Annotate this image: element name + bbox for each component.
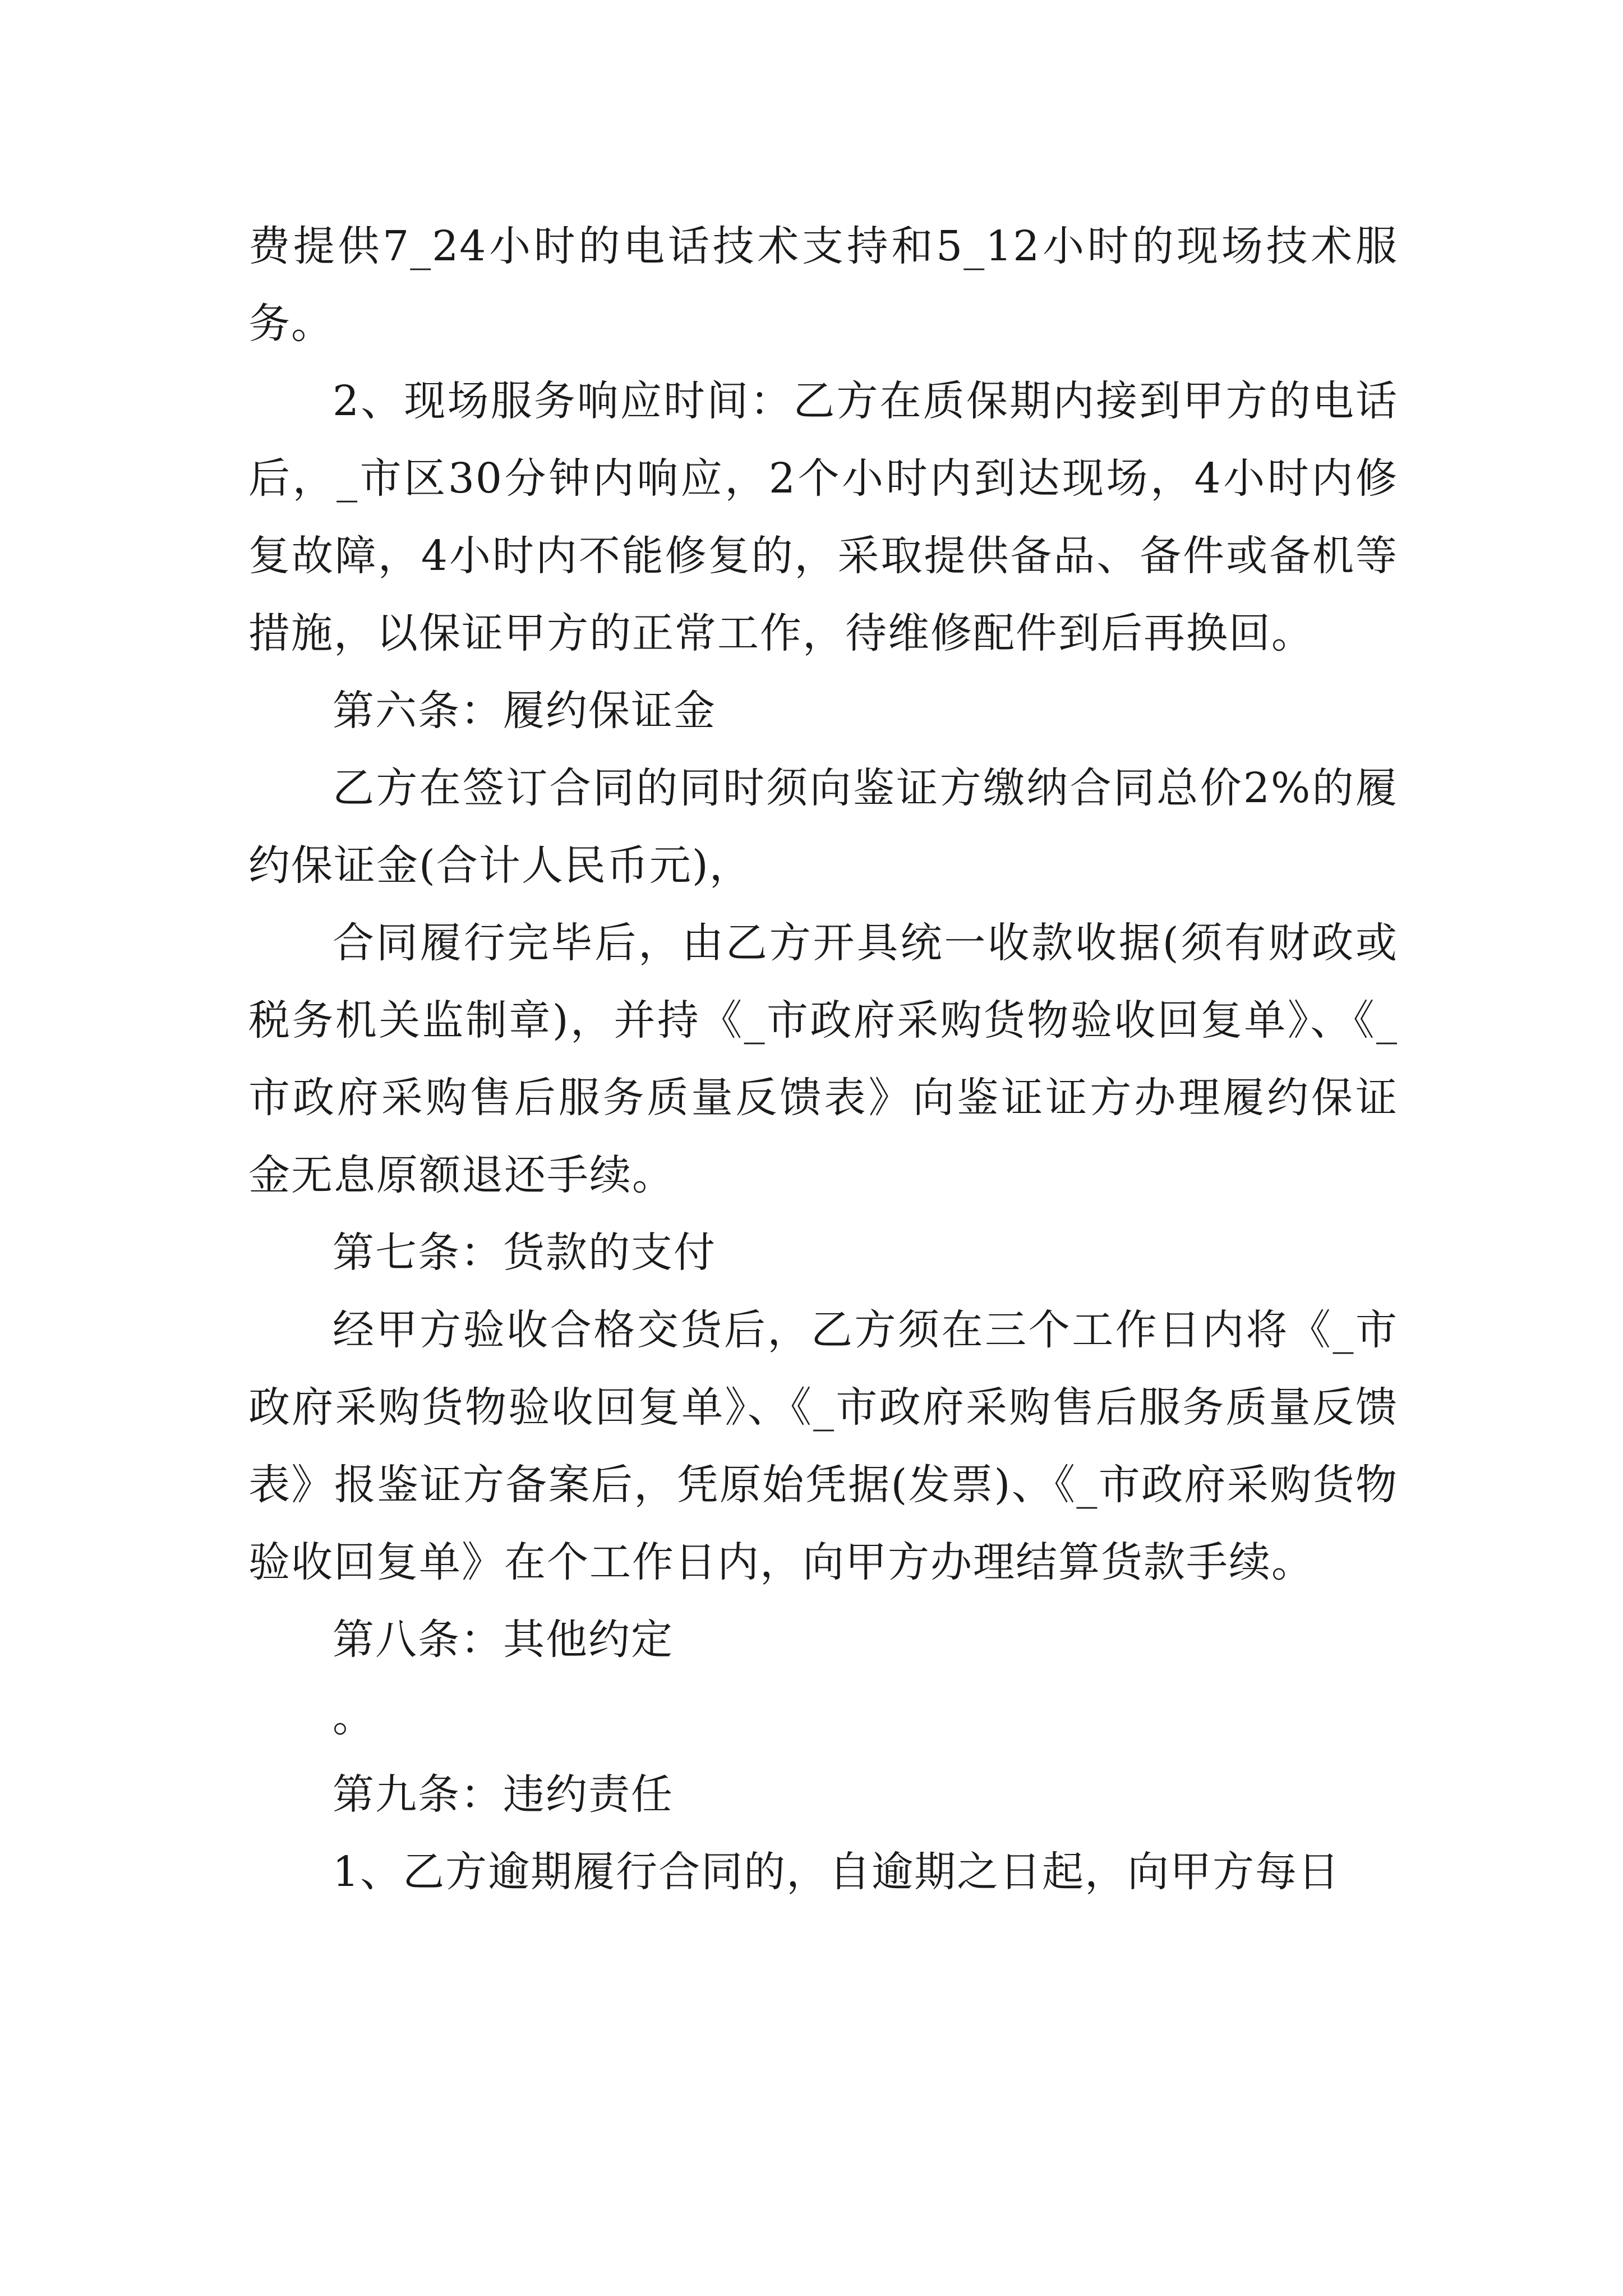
heading-article-8: 第八条：其他约定 <box>333 1616 674 1664</box>
paragraph-deposit-payment: 乙方在签订合同的同时须向鉴证方缴纳合同总价2%的履约保证金(合计人民币元)， <box>248 764 1398 890</box>
heading-article-9: 第九条：违约责任 <box>333 1770 674 1819</box>
heading-article-6: 第六条：履约保证金 <box>333 687 716 735</box>
paragraph-payment-process: 经甲方验收合格交货后，乙方须在三个工作日内将《_市政府采购货物验收回复单》、《_市政府采购售后服务质量反馈表》报鉴证方备案后，凭原始凭据(发票)、《_市政府采购货物验收回复单》在个工作日内，向甲方办理结算货款手续。 <box>248 1306 1398 1586</box>
document-body <box>248 208 1398 1911</box>
heading-article-7: 第七条：货款的支付 <box>333 1228 716 1277</box>
paragraph-late-performance: 1、乙方逾期履行合同的，自逾期之日起，向甲方每日 <box>333 1848 1341 1896</box>
paragraph-response-time: 2、现场服务响应时间：乙方在质保期内接到甲方的电话后，_市区30分钟内响应，2个小时内到达现场，4小时内修复故障，4小时内不能修复的，采取提供备品、备件或备机等措施，以保证甲方的正常工作，待维修配件到后再换回。 <box>248 377 1398 657</box>
paragraph-deposit-refund: 合同履行完毕后，由乙方开具统一收款收据(须有财政或税务机关监制章)，并持《_市政府采购货物验收回复单》、《_市政府采购售后服务质量反馈表》向鉴证证方办理履约保证金无息原额退还手续。 <box>248 919 1398 1199</box>
paragraph-other-terms: 。 <box>333 1693 375 1741</box>
paragraph-service-hours: 费提供7_24小时的电话技术支持和5_12小时的现场技术服务。 <box>248 222 1398 348</box>
